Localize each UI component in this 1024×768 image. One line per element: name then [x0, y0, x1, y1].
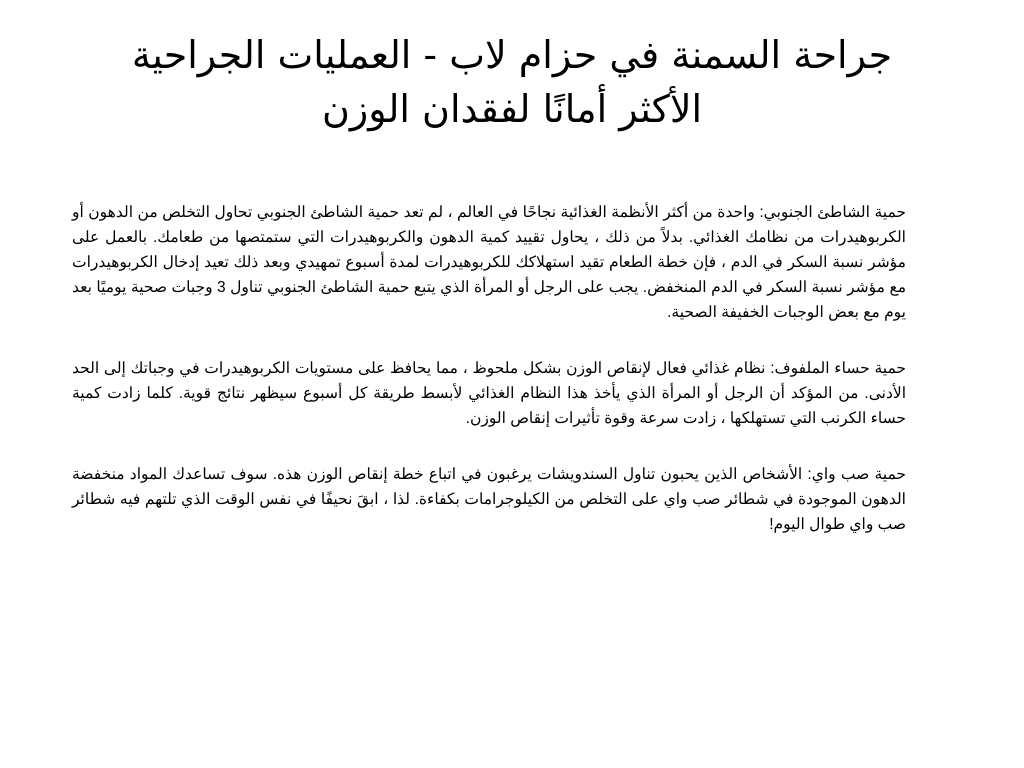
paragraph-subway-diet: حمية صب واي: الأشخاص الذين يحبون تناول السندويشات يرغبون في اتباع خطة إنقاص الوزن هذه. سوف تساعدك المواد منخفضة الدهون الموجودة في شطائر صب واي على التخلص من الكيلوجرامات بكفاءة. لذا ، ابقَ نحيفًا في نفس الوقت الذي تلتهم فيه شطائر صب واي طوال اليوم!	[72, 466, 906, 533]
slide-title	[60, 28, 964, 136]
slide-body	[72, 200, 906, 568]
title-line-1: جراحة السمنة في حزام لاب - العمليات الجراحية	[131, 33, 893, 77]
paragraph-cabbage-soup-diet: حمية حساء الملفوف: نظام غذائي فعال لإنقاص الوزن بشكل ملحوظ ، مما يحافظ على مستويات الكربوهيدرات في وجباتك إلى الحد الأدنى. من المؤكد أن الرجل أو المرأة الذي يأخذ هذا النظام الغذائي لأبسط طريقة كل أسبوع سيظهر نتائج قوية. كلما زادت كمية حساء الكرنب التي تستهلكها ، زادت سرعة وقوة تأثيرات إنقاص الوزن.	[72, 360, 906, 427]
paragraph-south-beach-diet: حمية الشاطئ الجنوبي: واحدة من أكثر الأنظمة الغذائية نجاحًا في العالم ، لم تعد حمية الشاطئ الجنوبي تحاول التخلص من الدهون أو الكربوهيدرات من نظامك الغذائي. بدلاً من ذلك ، يحاول تقييد كمية الدهون والكربوهيدرات التي ستمتصها من طعامك. بالعمل على مؤشر نسبة السكر في الدم ، فإن خطة الطعام تقيد استهلاكك للكربوهيدرات لمدة أسبوع تمهيدي وبعد ذلك تعيد إدخال الكربوهيدرات مع مؤشر نسبة السكر في الدم المنخفض. يجب على الرجل أو المرأة الذي يتبع حمية الشاطئ الجنوبي تناول 3 وجبات صحية يوميًا بعد يوم مع بعض الوجبات الخفيفة الصحية.	[72, 204, 907, 321]
title-line-2: الأكثر أمانًا لفقدان الوزن	[321, 87, 703, 131]
